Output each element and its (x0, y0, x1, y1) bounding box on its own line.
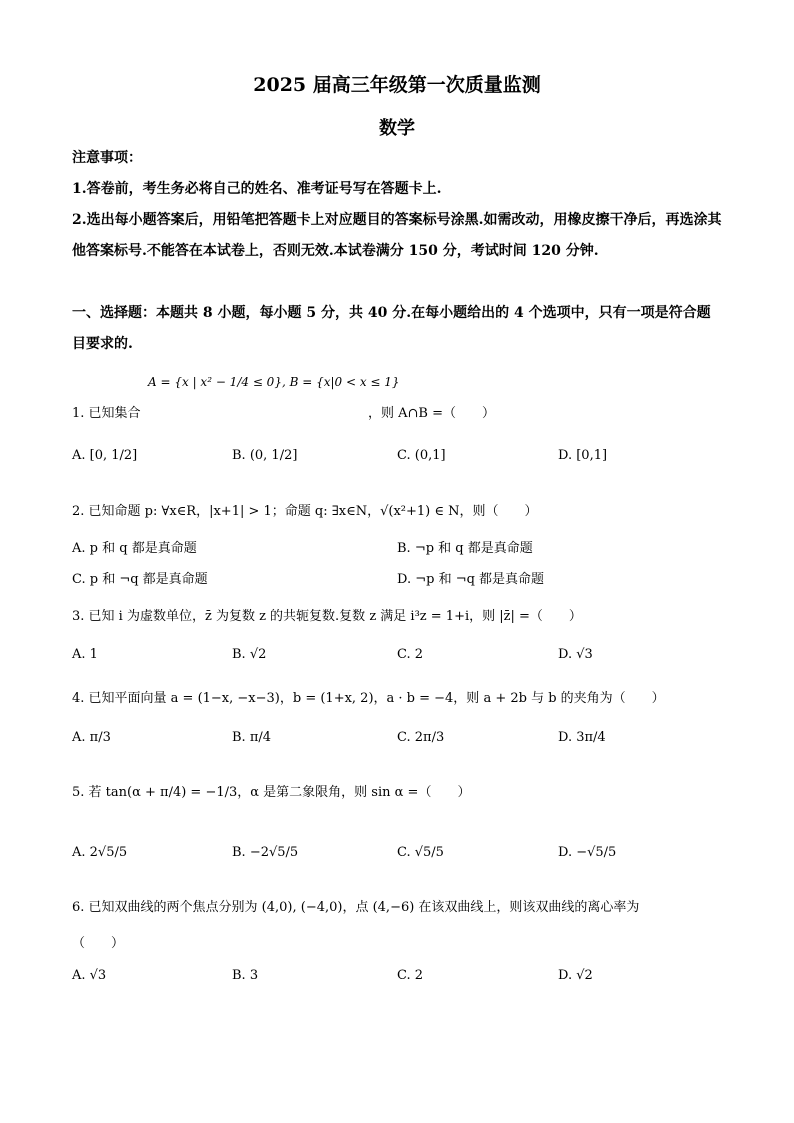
notes-item-1: 1.答卷前，考生务必将自己的姓名、准考证号写在答题卡上. (72, 181, 442, 197)
exam-title: 2025 届高三年级第一次质量监测 (253, 74, 541, 96)
q1-option-a: A. [0, 1/2] (72, 448, 138, 463)
q2-option-d: D. ¬p 和 ¬q 都是真命题 (397, 572, 545, 587)
q4-option-a: A. π/3 (72, 730, 111, 745)
q5-stem: 5. 若 tan(α + π/4) = −1/3，α 是第二象限角，则 sin α =（ ） (72, 785, 471, 800)
q6-option-a: A. √3 (72, 968, 107, 983)
q2-option-b: B. ¬p 和 q 都是真命题 (397, 541, 533, 556)
q5-option-c: C. √5/5 (397, 845, 444, 860)
q6-stem: 6. 已知双曲线的两个焦点分别为 (4,0), (−4,0)，点 (4,−6) 在该双曲线上，则该双曲线的离心率为 (72, 900, 640, 915)
q4-stem: 4. 已知平面向量 a = (1−x, −x−3)，b = (1+x, 2)，a · b = −4，则 a + 2b 与 b 的夹角为（ ） (72, 691, 665, 706)
subject-title: 数学 (379, 118, 415, 139)
notes-item-2: 2.选出每小题答案后，用铅笔把答题卡上对应题目的答案标号涂黑.如需改动，用橡皮擦干净后，再选涂其他答案标号.不能答在本试卷上，否则无效.本试卷满分 150 分，考试时间 120 分钟. (72, 212, 722, 259)
q3-option-d: D. √3 (558, 647, 593, 662)
q1-option-d: D. [0,1] (558, 448, 608, 463)
q5-option-a: A. 2√5/5 (72, 845, 128, 860)
q4-option-c: C. 2π/3 (397, 730, 445, 745)
q2-stem: 2. 已知命题 p: ∀x∈R，|x+1| > 1；命题 q: ∃x∈N，√(x²+1) ∈ N，则（ ） (72, 504, 538, 519)
notes-heading: 注意事项： (72, 150, 142, 166)
q5-option-d: D. −√5/5 (558, 845, 617, 860)
q4-option-b: B. π/4 (232, 730, 272, 745)
q2-option-c: C. p 和 ¬q 都是真命题 (72, 572, 208, 587)
q6-option-b: B. 3 (232, 968, 259, 983)
q6-stem-cont: （ ） (72, 936, 125, 951)
q1-formula: A = {x | x² − 1/4 ≤ 0}, B = {x|0 < x ≤ 1} (148, 375, 400, 389)
q3-option-c: C. 2 (397, 647, 424, 662)
q6-option-c: C. 2 (397, 968, 424, 983)
q1-option-b: B. (0, 1/2] (232, 448, 298, 463)
q5-option-b: B. −2√5/5 (232, 845, 299, 860)
q1-stem-suffix: ，则 A∩B =（ ） (368, 406, 495, 421)
q3-stem: 3. 已知 i 为虚数单位，z̄ 为复数 z 的共轭复数.复数 z 满足 i³z = 1+i，则 |z̄| =（ ） (72, 609, 582, 624)
q3-option-b: B. √2 (232, 647, 267, 662)
q4-option-d: D. 3π/4 (558, 730, 606, 745)
q1-option-c: C. (0,1] (397, 448, 446, 463)
q6-option-d: D. √2 (558, 968, 593, 983)
q3-option-a: A. 1 (72, 647, 98, 662)
q2-option-a: A. p 和 q 都是真命题 (72, 541, 197, 556)
section-heading: 一、选择题：本题共 8 小题，每小题 5 分，共 40 分.在每小题给出的 4 个选项中，只有一项是符合题目要求的. (72, 305, 711, 352)
q1-stem-prefix: 1. 已知集合 (72, 406, 141, 421)
